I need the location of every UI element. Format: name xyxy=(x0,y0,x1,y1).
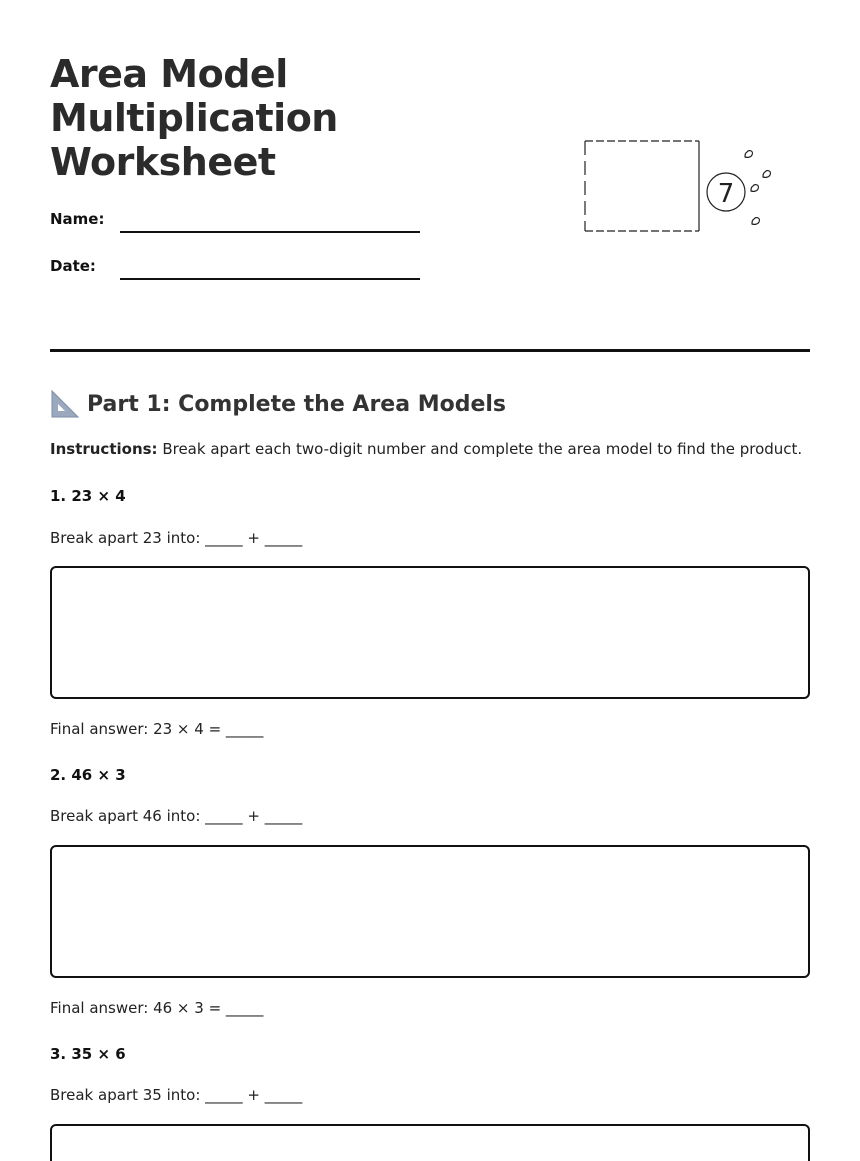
title-line-3: Worksheet xyxy=(50,140,276,184)
problem-3-title: 3. 35 × 6 xyxy=(50,1045,126,1063)
name-label: Name: xyxy=(50,210,105,228)
problem-1-final-answer: Final answer: 23 × 4 = _____ xyxy=(50,720,264,738)
part-1-heading-text: Part 1: Complete the Area Models xyxy=(87,391,507,417)
instructions xyxy=(50,440,810,458)
problem-2-break-apart: Break apart 46 into: _____ + _____ xyxy=(50,807,303,825)
name-field[interactable] xyxy=(120,231,420,233)
problem-2-final-answer: Final answer: 46 × 3 = _____ xyxy=(50,999,264,1017)
problem-1-break-apart: Break apart 23 into: _____ + _____ xyxy=(50,529,303,547)
date-label: Date: xyxy=(50,257,96,275)
date-field[interactable] xyxy=(120,278,420,280)
problem-3-break-apart: Break apart 35 into: _____ + _____ xyxy=(50,1086,303,1104)
part-1-heading xyxy=(50,388,506,420)
title-line-2: Multiplication xyxy=(50,96,338,140)
problem-2-title: 2. 46 × 3 xyxy=(50,766,126,784)
area-model-doodle-icon xyxy=(578,136,788,236)
set-square-icon xyxy=(50,389,80,419)
title-line-1: Area Model xyxy=(50,52,288,96)
instructions-text: Break apart each two-digit number and complete the area model to find the product. xyxy=(157,440,803,458)
instructions-label: Instructions: xyxy=(50,440,158,458)
problem-1-area-model-box[interactable] xyxy=(50,566,810,699)
problem-3-area-model-box[interactable] xyxy=(50,1124,810,1161)
section-divider xyxy=(50,349,810,352)
illustration-circle-number: 7 xyxy=(717,179,735,209)
problem-1-title: 1. 23 × 4 xyxy=(50,487,126,505)
worksheet-title xyxy=(50,52,470,184)
problem-2-area-model-box[interactable] xyxy=(50,845,810,978)
